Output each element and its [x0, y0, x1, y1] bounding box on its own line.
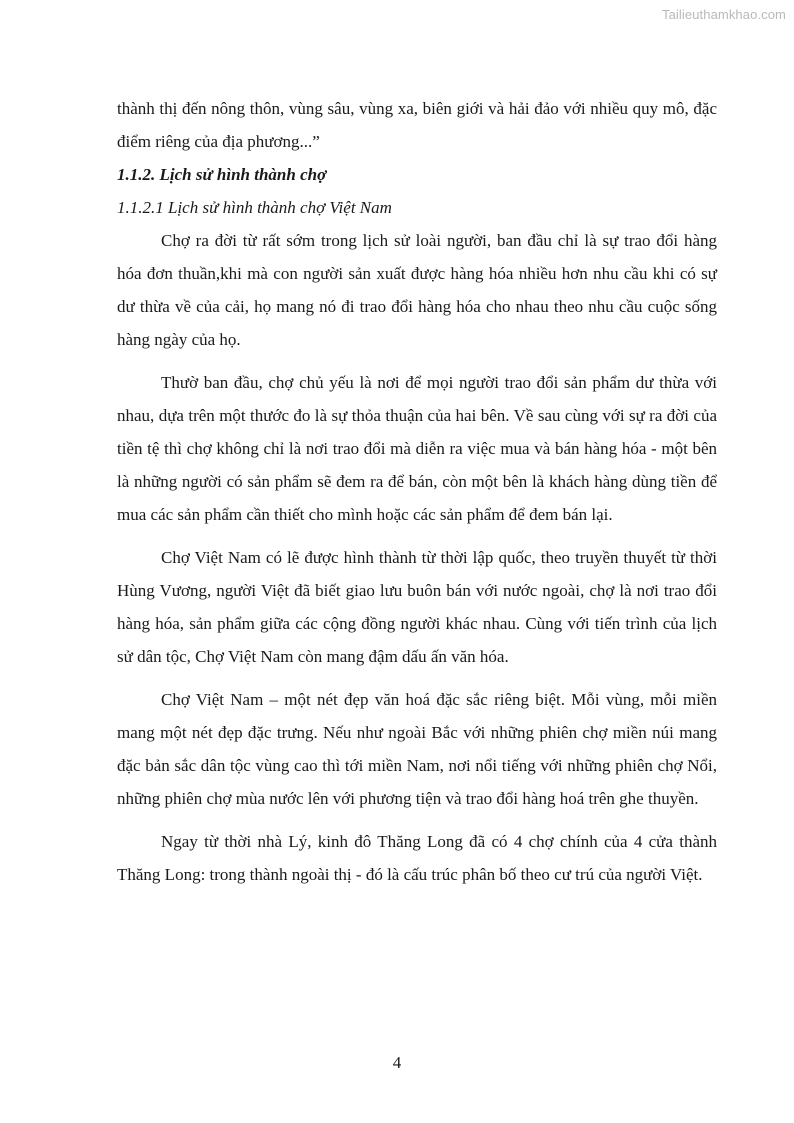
paragraph: Chợ Việt Nam – một nét đẹp văn hoá đặc sắc riêng biệt. Mỗi vùng, mỗi miền mang một nét đẹp đặc trưng. Nếu như ngoài Bắc với những phiên chợ miền núi mang đặc bản sắc dân tộc vùng cao thì tới miền Nam, nơi nổi tiếng với những phiên chợ Nổi, những phiên chợ mùa nước lên với phương tiện và trao đổi hàng hoá trên ghe thuyền. — [117, 690, 717, 808]
paragraph: Chợ Việt Nam có lẽ được hình thành từ thời lập quốc, theo truyền thuyết từ thời Hùng Vương, người Việt đã biết giao lưu buôn bán với nước ngoài, chợ là nơi trao đổi hàng hóa, sản phẩm giữa các cộng đồng người khác nhau. Cùng với tiến trình của lịch sử dân tộc, Chợ Việt Nam còn mang đậm dấu ấn văn hóa. — [117, 548, 717, 666]
section-heading: 1.1.2. Lịch sử hình thành chợ — [117, 165, 327, 184]
paragraph: Ngay từ thời nhà Lý, kinh đô Thăng Long đã có 4 chợ chính của 4 cửa thành Thăng Long: trong thành ngoài thị - đó là cấu trúc phân bố theo cư trú của người Việt. — [117, 832, 717, 884]
paragraph: Chợ ra đời từ rất sớm trong lịch sử loài người, ban đầu chỉ là sự trao đổi hàng hóa đơn thuần,khi mà con người sản xuất được hàng hóa nhiều hơn nhu cầu khi có sự dư thừa về của cải, họ mang nó đi trao đổi hàng hóa cho nhau theo nhu cầu cuộc sống hàng ngày của họ. — [117, 231, 717, 349]
document-page-body — [117, 92, 717, 891]
watermark-text: Tailieuthamkhao.com — [661, 7, 786, 22]
page-number: 4 — [392, 1053, 402, 1072]
opening-text: thành thị đến nông thôn, vùng sâu, vùng xa, biên giới và hải đảo với nhiều quy mô, đặc điểm riêng của địa phương...” — [117, 99, 717, 151]
subsection-heading: 1.1.2.1 Lịch sử hình thành chợ Việt Nam — [117, 198, 392, 217]
paragraph: Thườ ban đầu, chợ chủ yếu là nơi để mọi người trao đổi sản phẩm dư thừa với nhau, dựa trên một thước đo là sự thỏa thuận của hai bên. Về sau cùng với sự ra đời của tiền tệ thì chợ không chỉ là nơi trao đổi mà diễn ra việc mua và bán hàng hóa - một bên là những người có sản phẩm sẽ đem ra để bán, còn một bên là khách hàng dùng tiền để mua các sản phẩm cần thiết cho mình hoặc các sản phẩm để đem bán lại. — [117, 373, 717, 524]
